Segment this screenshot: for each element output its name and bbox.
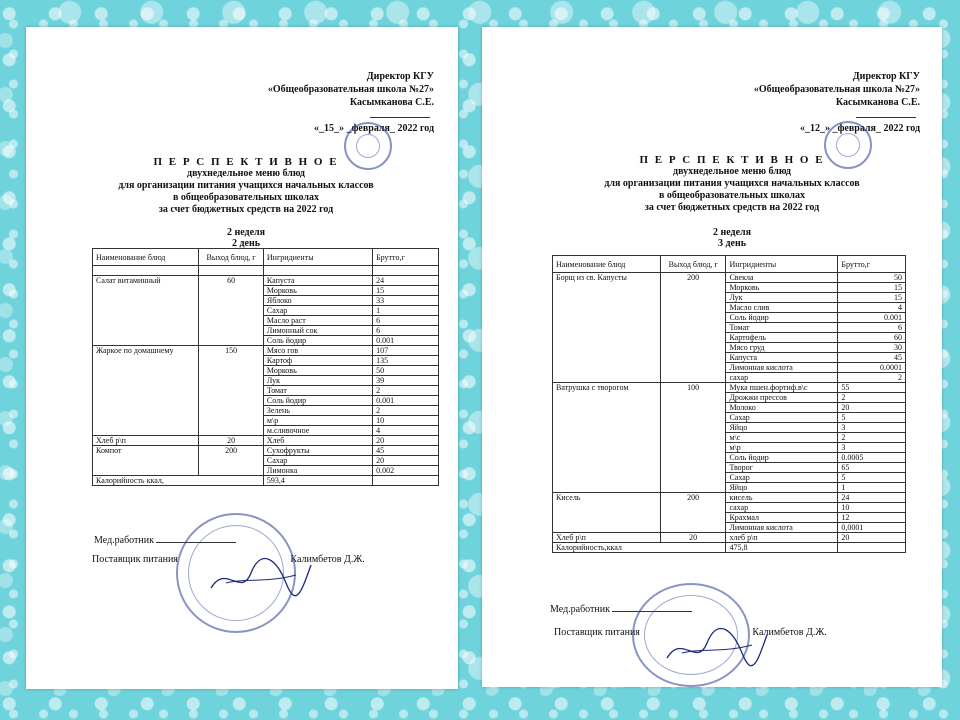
ingredient-name: Картофель xyxy=(726,333,838,343)
menu-table xyxy=(552,255,906,553)
signature-mark xyxy=(662,623,772,673)
column-header: Ингридиенты xyxy=(263,249,372,266)
empty-cell xyxy=(373,476,439,486)
ingredient-name: Соль йодир xyxy=(263,336,372,346)
ingredient-name: м\с xyxy=(726,433,838,443)
med-worker-label: Мед.работник xyxy=(94,535,154,546)
document-subtitle: в общеобразовательных школах xyxy=(658,190,806,201)
ingredient-name: Дрожжи прессов xyxy=(726,393,838,403)
empty-cell xyxy=(373,266,439,276)
ingredient-name: м\р xyxy=(726,443,838,453)
ingredient-gross: 2 xyxy=(838,433,906,443)
ingredient-gross: 24 xyxy=(373,276,439,286)
calories-label: Калорийность ккал, xyxy=(93,476,264,486)
ingredient-name: Молоко xyxy=(726,403,838,413)
ingredient-name: Лимонная кислота xyxy=(726,363,838,373)
ingredient-gross: 1 xyxy=(373,306,439,316)
ingredient-name: Лимонный сок xyxy=(263,326,372,336)
approval-signature-line xyxy=(268,109,434,122)
ingredient-name: Яблоко xyxy=(263,296,372,306)
approval-school: «Общеобразовательная школа №27» xyxy=(267,84,434,95)
ingredient-name: Хлеб xyxy=(263,436,372,446)
approval-name: Касымканова С.Е. xyxy=(835,97,920,108)
ingredient-gross: 5 xyxy=(838,413,906,423)
column-header: Наименование блюд xyxy=(93,249,199,266)
week-label: 2 неделя xyxy=(226,227,266,238)
ingredient-gross: 0.001 xyxy=(373,396,439,406)
week-day-label xyxy=(196,227,296,249)
ingredient-gross: 10 xyxy=(373,416,439,426)
calories-value: 475,8 xyxy=(726,543,838,553)
dish-name: Борщ из св. Капусты xyxy=(553,273,661,383)
menu-sheet-right xyxy=(482,27,942,687)
approval-title: Директор КГУ xyxy=(852,71,920,82)
ingredient-gross: 30 xyxy=(838,343,906,353)
ingredient-gross: 2 xyxy=(838,393,906,403)
table-header-row xyxy=(93,249,439,266)
document-title: П Е Р С П Е К Т И В Н О Е xyxy=(153,156,339,168)
ingredient-name: Лимонка xyxy=(263,466,372,476)
approval-signature-line xyxy=(754,109,920,122)
week-label: 2 неделя xyxy=(712,227,752,238)
ingredient-gross: 2 xyxy=(373,386,439,396)
ingredient-gross: 3 xyxy=(838,443,906,453)
menu-table xyxy=(92,248,439,486)
ingredient-name: Масло раст xyxy=(263,316,372,326)
ingredient-gross: 0.0005 xyxy=(838,453,906,463)
ingredient-gross: 20 xyxy=(838,533,906,543)
dish-name: Жаркое по домашнему xyxy=(93,346,199,436)
day-label: 2 день xyxy=(231,238,261,249)
approval-date-year: 2022 год xyxy=(397,123,434,134)
document-subtitle: для организации питания учащихся начальных классов xyxy=(118,180,374,191)
ingredient-gross: 0.002 xyxy=(373,466,439,476)
ingredient-gross: 0.0001 xyxy=(838,363,906,373)
ingredient-name: Сахар xyxy=(726,413,838,423)
supplier-name: Калимбетов Д.Ж. xyxy=(752,627,827,638)
day-label: 3 день xyxy=(717,238,747,249)
ingredient-name: Соль йодир xyxy=(726,453,838,463)
document-title: П Е Р С П Е К Т И В Н О Е xyxy=(639,154,825,166)
calories-row xyxy=(93,476,439,486)
dish-name: Компот xyxy=(93,446,199,476)
ingredient-gross: 24 xyxy=(838,493,906,503)
table-row xyxy=(553,493,906,503)
document-subtitle: за счет бюджетных средств на 2022 год xyxy=(158,204,334,215)
column-header: Наименование блюд xyxy=(553,256,661,273)
dish-output: 100 xyxy=(660,383,726,493)
signature-mark xyxy=(206,553,316,603)
table-row xyxy=(553,533,906,543)
table-spacer-row xyxy=(93,266,439,276)
ingredient-name: Яйцо xyxy=(726,423,838,433)
ingredient-name: Мука пшен.фортиф.в\с xyxy=(726,383,838,393)
ingredient-gross: 20 xyxy=(373,456,439,466)
document-header xyxy=(582,154,882,214)
ingredient-gross: 107 xyxy=(373,346,439,356)
dish-output: 200 xyxy=(199,446,264,476)
calories-value: 593,4 xyxy=(263,476,372,486)
dish-output: 150 xyxy=(199,346,264,436)
table-header-row xyxy=(553,256,906,273)
ingredient-name: Морковь xyxy=(263,286,372,296)
empty-cell xyxy=(199,266,264,276)
ingredient-gross: 2 xyxy=(373,406,439,416)
approval-date-day: «_15_» _февраля_ xyxy=(314,123,395,134)
table-row xyxy=(553,383,906,393)
ingredient-gross: 45 xyxy=(373,446,439,456)
ingredient-name: Сахар xyxy=(726,473,838,483)
table-row xyxy=(93,276,439,286)
ingredient-gross: 6 xyxy=(373,316,439,326)
column-header: Ингридиенты xyxy=(726,256,838,273)
empty-cell xyxy=(838,543,906,553)
ingredient-name: сахар xyxy=(726,373,838,383)
dish-name: Ватрушка с творогом xyxy=(553,383,661,493)
document-subtitle: двухнедельное меню блюд xyxy=(187,168,305,179)
ingredient-name: Томат xyxy=(726,323,838,333)
table-row xyxy=(93,446,439,456)
table-row xyxy=(93,436,439,446)
ingredient-name: Картоф xyxy=(263,356,372,366)
ingredient-gross: 4 xyxy=(838,303,906,313)
document-header xyxy=(96,156,396,216)
approval-school: «Общеобразовательная школа №27» xyxy=(753,84,920,95)
document-subtitle: за счет бюджетных средств на 2022 год xyxy=(644,202,820,213)
ingredient-gross: 135 xyxy=(373,356,439,366)
ingredient-name: Морковь xyxy=(263,366,372,376)
ingredient-name: м.сливочное xyxy=(263,426,372,436)
column-header: Брутто,г xyxy=(373,249,439,266)
ingredient-gross: 50 xyxy=(373,366,439,376)
ingredient-gross: 0,0001 xyxy=(838,523,906,533)
calories-label: Калорийность,ккал xyxy=(553,543,726,553)
ingredient-name: Крахмал xyxy=(726,513,838,523)
ingredient-gross: 50 xyxy=(838,273,906,283)
column-header: Выход блюд, г xyxy=(660,256,726,273)
ingredient-name: Свекла xyxy=(726,273,838,283)
ingredient-name: Капуста xyxy=(726,353,838,363)
supplier-name: Калимбетов Д.Ж. xyxy=(290,554,365,565)
ingredient-gross: 4 xyxy=(373,426,439,436)
ingredient-name: Лимонная кислота xyxy=(726,523,838,533)
ingredient-gross: 0.001 xyxy=(373,336,439,346)
ingredient-gross: 55 xyxy=(838,383,906,393)
ingredient-name: Сахар xyxy=(263,306,372,316)
ingredient-gross: 39 xyxy=(373,376,439,386)
approval-block xyxy=(268,70,434,135)
ingredient-name: Зелень xyxy=(263,406,372,416)
ingredient-gross: 12 xyxy=(838,513,906,523)
approval-name: Касымканова С.Е. xyxy=(349,97,434,108)
menu-sheet-left xyxy=(26,27,458,689)
column-header: Брутто,г xyxy=(838,256,906,273)
dish-output: 20 xyxy=(660,533,726,543)
ingredient-gross: 2 xyxy=(838,373,906,383)
ingredient-name: Лук xyxy=(263,376,372,386)
ingredient-gross: 1 xyxy=(838,483,906,493)
ingredient-name: Масло слив xyxy=(726,303,838,313)
ingredient-name: Капуста xyxy=(263,276,372,286)
approval-date-day: «_12_» _февраля_ xyxy=(800,123,881,134)
ingredient-name: Сахар xyxy=(263,456,372,466)
ingredient-name: Творог xyxy=(726,463,838,473)
ingredient-gross: 20 xyxy=(838,403,906,413)
ingredient-name: Соль йодир xyxy=(726,313,838,323)
supplier-label: Поставщик питания xyxy=(92,554,178,565)
empty-cell xyxy=(93,266,199,276)
column-header: Выход блюд, г xyxy=(199,249,264,266)
document-subtitle: в общеобразовательных школах xyxy=(172,192,320,203)
approval-title: Директор КГУ xyxy=(366,71,434,82)
ingredient-gross: 15 xyxy=(373,286,439,296)
ingredient-gross: 20 xyxy=(373,436,439,446)
empty-cell xyxy=(263,266,372,276)
dish-name: Хлеб р\п xyxy=(93,436,199,446)
ingredient-name: сахар xyxy=(726,503,838,513)
ingredient-gross: 60 xyxy=(838,333,906,343)
ingredient-gross: 5 xyxy=(838,473,906,483)
ingredient-gross: 65 xyxy=(838,463,906,473)
ingredient-name: Соль йодир xyxy=(263,396,372,406)
ingredient-name: Томат xyxy=(263,386,372,396)
table-row xyxy=(553,273,906,283)
document-subtitle: двухнедельное меню блюд xyxy=(673,166,791,177)
document-subtitle: для организации питания учащихся начальных классов xyxy=(604,178,860,189)
ingredient-gross: 6 xyxy=(838,323,906,333)
dish-output: 20 xyxy=(199,436,264,446)
approval-date-year: 2022 год xyxy=(883,123,920,134)
calories-row xyxy=(553,543,906,553)
dish-name: Кисель xyxy=(553,493,661,533)
ingredient-gross: 45 xyxy=(838,353,906,363)
ingredient-gross: 15 xyxy=(838,293,906,303)
dish-output: 200 xyxy=(660,273,726,383)
ingredient-gross: 6 xyxy=(373,326,439,336)
dish-output: 200 xyxy=(660,493,726,533)
ingredient-name: кисель xyxy=(726,493,838,503)
supplier-label: Поставщик питания xyxy=(554,627,640,638)
ingredient-name: хлеб р\п xyxy=(726,533,838,543)
dish-output: 60 xyxy=(199,276,264,346)
ingredient-gross: 3 xyxy=(838,423,906,433)
dish-name: Хлеб р\п xyxy=(553,533,661,543)
ingredient-name: Мясо гов xyxy=(263,346,372,356)
ingredient-name: Мясо груд xyxy=(726,343,838,353)
week-day-label xyxy=(682,227,782,249)
ingredient-gross: 33 xyxy=(373,296,439,306)
table-row xyxy=(93,346,439,356)
ingredient-name: Лук xyxy=(726,293,838,303)
ingredient-gross: 15 xyxy=(838,283,906,293)
dish-name: Салат витаминный xyxy=(93,276,199,346)
ingredient-name: Морковь xyxy=(726,283,838,293)
ingredient-name: Яйцо xyxy=(726,483,838,493)
ingredient-name: Сухофрукты xyxy=(263,446,372,456)
ingredient-gross: 10 xyxy=(838,503,906,513)
ingredient-gross: 0.001 xyxy=(838,313,906,323)
med-worker-label: Мед.работник xyxy=(550,604,610,615)
ingredient-name: м\р xyxy=(263,416,372,426)
